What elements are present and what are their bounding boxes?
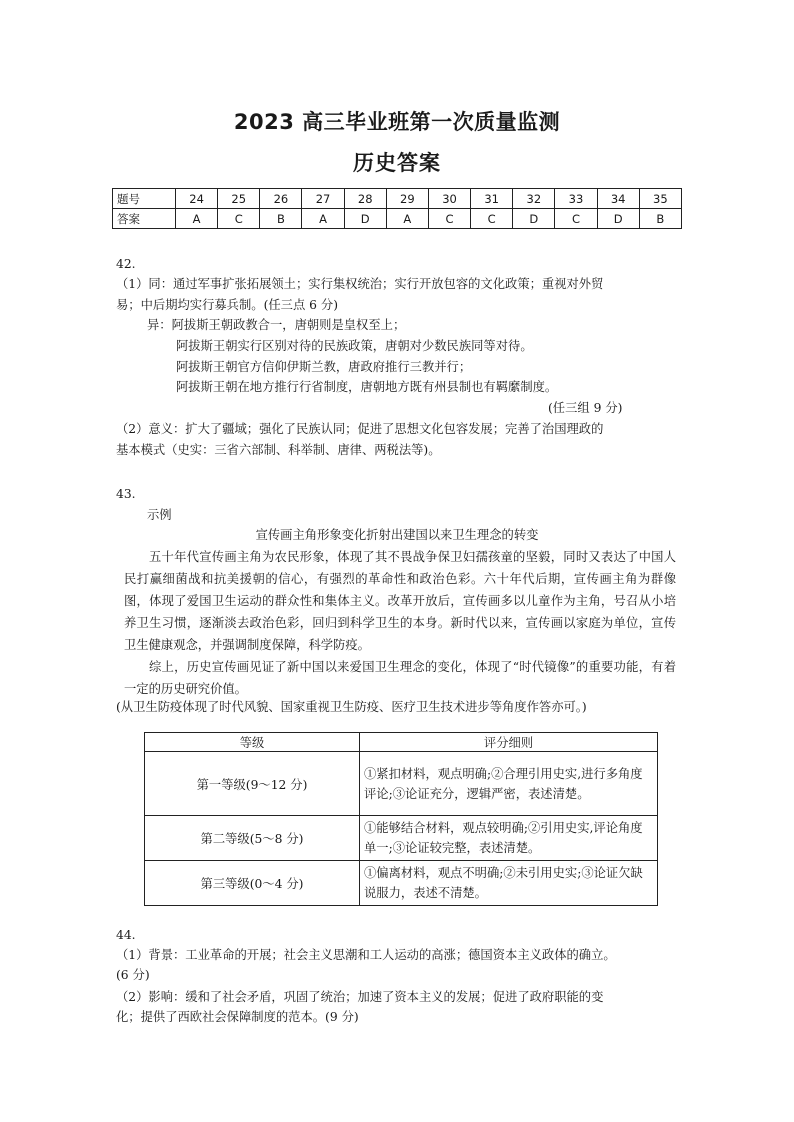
answer-cell: C — [471, 209, 513, 229]
question-number-cell: 33 — [555, 189, 597, 209]
q42-number: 42. — [116, 257, 136, 271]
q43-note: (从卫生防疫体现了时代风貌、国家重视卫生防疫、医疗卫生技术进步等角度作答亦可。) — [116, 700, 587, 714]
q42-line: （2）意义：扩大了疆域；强化了民族认同；促进了思想文化包容发展；完善了治国理政的 — [116, 422, 604, 436]
q42-line: 易；中后期均实行募兵制。(任三点 6 分) — [116, 298, 338, 312]
question-number-cell: 26 — [260, 189, 302, 209]
answer-cell: A — [386, 209, 428, 229]
grading-table — [144, 732, 658, 906]
grading-detail: ①紧扣材料，观点明确;②合理引用史实,进行多角度评论;③论证充分，逻辑严密，表述清楚。 — [360, 752, 658, 816]
question-number-cell: 25 — [218, 189, 260, 209]
question-number-cell: 35 — [639, 189, 681, 209]
answer-cell: B — [639, 209, 681, 229]
grading-detail: ①偏离材料，观点不明确;②未引用史实;③论证欠缺说服力，表述不清楚。 — [360, 861, 658, 906]
q44-line: （2）影响：缓和了社会矛盾，巩固了统治；加速了资本主义的发展；促进了政府职能的变 — [116, 990, 604, 1004]
question-number-cell: 34 — [597, 189, 639, 209]
grading-header-detail: 评分细则 — [360, 733, 658, 752]
document-title: 2023 高三毕业班第一次质量监测 — [233, 110, 561, 134]
answer-cell: C — [428, 209, 470, 229]
q43-essay-title: 宣传画主角形象变化折射出建国以来卫生理念的转变 — [255, 528, 539, 542]
question-number-cell: 30 — [428, 189, 470, 209]
q42-line: 阿拔斯王朝实行区别对待的民族政策，唐朝对少数民族同等对待。 — [176, 339, 533, 353]
question-number-cell: 28 — [344, 189, 386, 209]
question-number-cell: 24 — [176, 189, 218, 209]
q43-number: 43. — [116, 487, 136, 501]
question-number-cell: 27 — [302, 189, 344, 209]
q42-line: （1）同：通过军事扩张拓展领土；实行集权统治；实行开放包容的文化政策；重视对外贸 — [116, 277, 604, 291]
document-subtitle: 历史答案 — [353, 151, 441, 175]
q44-line: (6 分) — [116, 968, 150, 982]
answer-row — [113, 209, 682, 229]
answer-cell: B — [260, 209, 302, 229]
question-number-row — [113, 189, 682, 209]
grading-row — [145, 816, 658, 861]
row-header-question: 题号 — [113, 189, 176, 209]
q44-line: （1）背景：工业革命的开展；社会主义思潮和工人运动的高涨；德国资本主义政体的确立。 — [116, 948, 616, 962]
q43-example-label: 示例 — [147, 508, 172, 522]
q42-line: 异：阿拔斯王朝政教合一，唐朝则是皇权至上； — [147, 318, 406, 332]
answer-cell: A — [176, 209, 218, 229]
answer-cell: D — [513, 209, 555, 229]
question-number-cell: 31 — [471, 189, 513, 209]
answer-cell: D — [344, 209, 386, 229]
question-number-cell: 29 — [386, 189, 428, 209]
q44-number: 44. — [116, 928, 136, 942]
grading-table-header — [145, 733, 658, 752]
q42-line: 阿拔斯王朝官方信仰伊斯兰教，唐政府推行三教并行； — [176, 360, 472, 374]
q42-score-note: (任三组 9 分) — [548, 401, 623, 415]
row-header-answer: 答案 — [113, 209, 176, 229]
answer-cell: D — [597, 209, 639, 229]
q43-paragraph: 综上，历史宣传画见证了新中国以来爱国卫生理念的变化，体现了“时代镜像”的重要功能，有着一定的历史研究价值。 — [124, 660, 676, 696]
q42-line: 基本模式（史实：三省六部制、科举制、唐律、两税法等)。 — [116, 443, 441, 457]
question-number-cell: 32 — [513, 189, 555, 209]
grading-level: 第二等级(5～8 分) — [145, 816, 360, 861]
grading-row — [145, 752, 658, 816]
grading-level: 第一等级(9～12 分) — [145, 752, 360, 816]
grading-level: 第三等级(0～4 分) — [145, 861, 360, 906]
q43-paragraph: 五十年代宣传画主角为农民形象，体现了其不畏战争保卫妇孺孩童的坚毅，同时又表达了中国人民打赢细菌战和抗美援朝的信心，有强烈的革命性和政治色彩。六十年代后期，宣传画主角为群像图，体现了爱国卫生运动的群众性和集体主义。改革开放后，宣传画多以儿童作为主角，号召从小培养卫生习惯，逐渐淡去政治色彩，回归到科学卫生的本身。新时代以来，宣传画以家庭为单位，宣传卫生健康观念，并强调制度保障，科学防疫。 — [124, 550, 676, 652]
answer-cell: A — [302, 209, 344, 229]
answer-cell: C — [555, 209, 597, 229]
grading-detail: ①能够结合材料，观点较明确;②引用史实,评论角度单一;③论证较完整，表述清楚。 — [360, 816, 658, 861]
q42-line: 阿拔斯王朝在地方推行行省制度，唐朝地方既有州县制也有羁縻制度。 — [176, 380, 558, 394]
grading-header-level: 等级 — [145, 733, 360, 752]
answer-key-table — [112, 188, 682, 229]
grading-row — [145, 861, 658, 906]
q44-line: 化；提供了西欧社会保障制度的范本。(9 分) — [116, 1010, 359, 1024]
answer-cell: C — [218, 209, 260, 229]
